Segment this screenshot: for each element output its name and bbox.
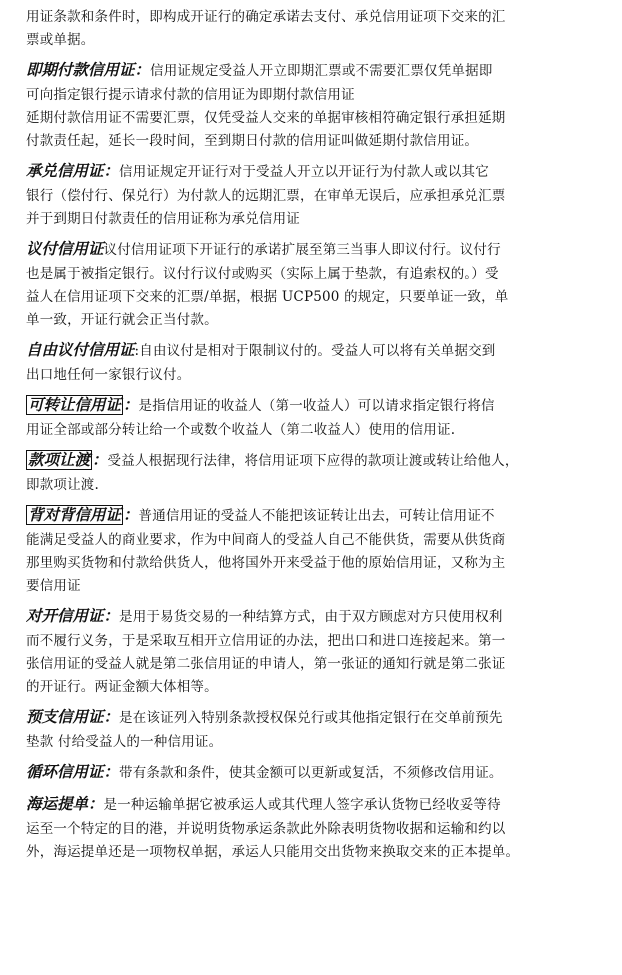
entry-term: 即期付款信用证： [26, 61, 151, 79]
entry-term: 可转让信用证 [28, 396, 122, 414]
entry-first-line [26, 442, 586, 474]
entry-first-line [26, 699, 586, 731]
entry-definition: 带有条款和条件，使其金额可以更新或复活，不须修改信用证。 [119, 765, 503, 781]
text-line: 外，海运提单还是一项物权单据，承运人只能用交出货物来换取交来的正本提单。 [26, 844, 520, 860]
entry-term-suffix: ： [123, 396, 139, 414]
entry-sight-payment-credit [26, 52, 586, 153]
text-line: 出口地任何一家银行议付。 [26, 367, 191, 383]
entry-term: 背对背信用证 [28, 506, 122, 524]
entry-back-to-back-credit [26, 497, 586, 598]
entry-transferable-credit [26, 387, 586, 442]
text-line: 益人在信用证项下交来的汇票/单据，根据 UCP500 的规定，只要单证一致，单 [26, 289, 509, 305]
text-line: 而不履行义务，于是采取互相开立信用证的办法，把出口和进口连接起来。第一 [26, 633, 506, 649]
entry-first-line [26, 153, 586, 185]
entry-definition: 是指信用证的收益人（第一收益人）可以请求指定银行将信 [138, 398, 495, 414]
text-line: 垫款 付给受益人的一种信用证。 [26, 734, 223, 750]
entry-acceptance-credit [26, 153, 586, 231]
text-line: 用证全部或部分转让给一个或数个收益人（第二收益人）使用的信用证. [26, 422, 456, 438]
entry-term-suffix: ： [123, 506, 139, 524]
entry-definition: 信用证规定受益人开立即期汇票或不需要汇票仅凭单据即 [150, 63, 493, 79]
entry-anticipatory-credit [26, 699, 586, 754]
text-line: 也是属于被指定银行。议付行议付或购买（实际上属于垫款，有追索权的。）受 [26, 266, 499, 282]
entry-term: 海运提单： [26, 795, 104, 813]
text-line: 能满足受益人的商业要求，作为中间商人的受益人自己不能供货，需要从供货商 [26, 532, 506, 548]
entry-term: 对开信用证： [26, 607, 120, 625]
entry-definition: 普通信用证的受益人不能把该证转让出去，可转让信用证不 [138, 508, 495, 524]
entry-negotiation-credit [26, 231, 586, 332]
intro-paragraph [26, 6, 586, 52]
entry-first-line [26, 786, 586, 818]
entry-term: 自由议付信用证 [26, 341, 135, 359]
entry-definition: :自由议付是相对于限制议付的。受益人可以将有关单据交到 [134, 343, 496, 359]
entry-reciprocal-credit [26, 598, 586, 699]
entry-assignment-of-proceeds [26, 442, 586, 497]
entry-free-negotiation-credit [26, 332, 586, 387]
text-line: 票或单据。 [26, 32, 95, 48]
entry-first-line [26, 332, 586, 364]
entry-term-suffix: ： [92, 451, 108, 469]
text-line: 可向指定银行提示请求付款的信用证为即期付款信用证 [26, 87, 355, 103]
entry-first-line [26, 598, 586, 630]
entry-first-line [26, 52, 586, 84]
entry-term: 预支信用证： [26, 708, 120, 726]
text-line: 那里购买货物和付款给供货人，他将国外开来受益于他的原始信用证，又称为主 [26, 555, 506, 571]
text-line: 并于到期日付款责任的信用证称为承兑信用证 [26, 211, 300, 227]
text-line: 要信用证 [26, 578, 81, 594]
entry-term: 议付信用证 [26, 240, 104, 258]
entry-term: 款项让渡 [28, 451, 91, 469]
text-line: 的开证行。两证金额大体相等。 [26, 679, 218, 695]
entry-definition: 是一种运输单据它被承运人或其代理人签字承认货物已经收妥等待 [103, 797, 501, 813]
entry-revolving-credit [26, 754, 586, 786]
entry-first-line [26, 387, 586, 419]
text-line: 单一致，开证行就会正当付款。 [26, 312, 218, 328]
text-line: 银行（偿付行、保兑行）为付款人的远期汇票，在审单无误后，应承担承兑汇票 [26, 188, 506, 204]
entry-definition: 议付信用证项下开证行的承诺扩展至第三当事人即议付行。议付行 [103, 242, 501, 258]
entry-definition: 信用证规定开证行对于受益人开立以开证行为付款人或以其它 [119, 164, 489, 180]
text-line: 付款责任起，延长一段时间，至到期日付款的信用证叫做延期付款信用证。 [26, 133, 479, 149]
text-line: 延期付款信用证不需要汇票，仅凭受益人交来的单据审核相符确定银行承担延期 [26, 110, 506, 126]
entry-first-line [26, 231, 586, 263]
text-line: 即款项让渡. [26, 477, 99, 493]
entry-term: 承兑信用证： [26, 162, 120, 180]
text-line: 运至一个特定的目的港，并说明货物承运条款此外除表明货物收据和运输和约以 [26, 821, 506, 837]
entry-definition: 是用于易货交易的一种结算方式，由于双方顾虑对方只使用权利 [119, 609, 503, 625]
text-line: 用证条款和条件时，即构成开证行的确定承诺去支付、承兑信用证项下交来的汇 [26, 9, 506, 25]
entry-term: 循环信用证： [26, 763, 120, 781]
text-line: 张信用证的受益人就是第二张信用证的申请人，第一张证的通知行就是第二张证 [26, 656, 506, 672]
entry-definition: 是在该证列入特别条款授权保兑行或其他指定银行在交单前预先 [119, 710, 503, 726]
entry-definition: 受益人根据现行法律，将信用证项下应得的款项让渡或转让给他人， [107, 453, 519, 469]
entry-first-line [26, 497, 586, 529]
entry-ocean-bill-of-lading [26, 786, 586, 864]
entry-first-line [26, 754, 586, 786]
